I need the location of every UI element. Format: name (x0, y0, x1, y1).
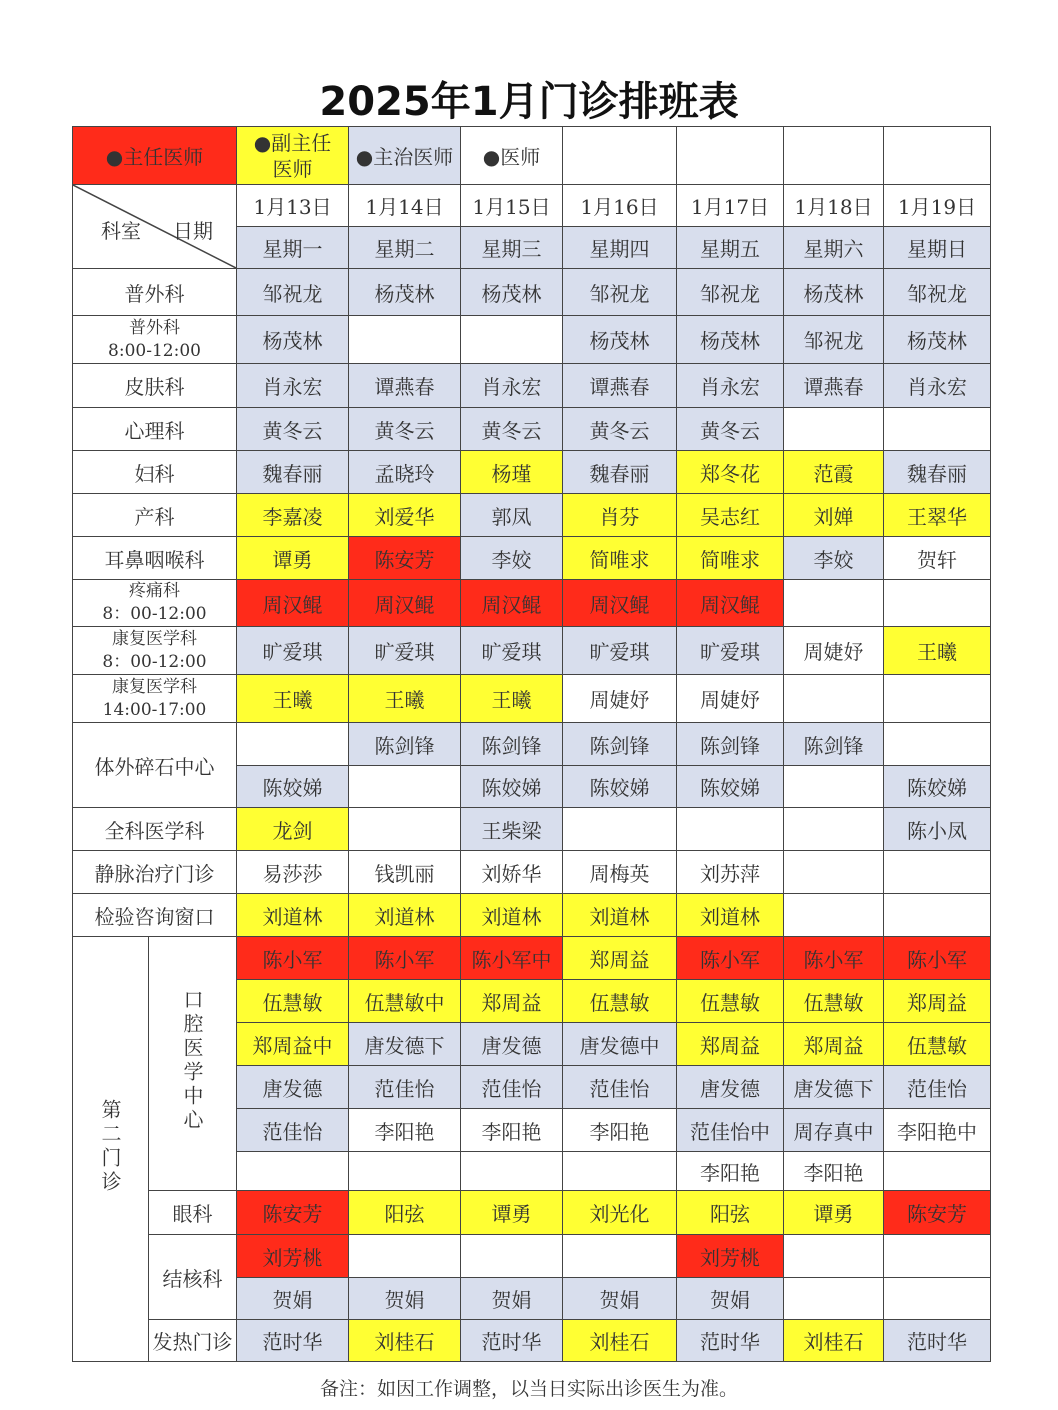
doctor-cell: 孟晓玲 (349, 451, 461, 494)
doctor-cell: 李阳艳 (349, 1109, 461, 1152)
date-cell: 1月17日 (677, 185, 784, 227)
date-cell: 1月15日 (461, 185, 563, 227)
doctor-cell: 李阳艳 (677, 1152, 784, 1191)
doctor-cell: 杨瑾 (461, 451, 563, 494)
dept-name: 康复医学科 (112, 628, 197, 649)
dept-pain (73, 580, 237, 627)
doctor-cell (784, 808, 884, 851)
dept-ophthalmology: 眼科 (149, 1191, 237, 1235)
doctor-cell: 周婕妤 (677, 675, 784, 723)
doctor-cell: 陈小凤 (884, 808, 991, 851)
doctor-cell: 郑冬花 (677, 451, 784, 494)
schedule-table (72, 126, 991, 1362)
dept-second-clinic (73, 937, 149, 1362)
dept-iv-therapy: 静脉治疗门诊 (73, 851, 237, 894)
doctor-cell: 刘道林 (563, 894, 677, 937)
doctor-cell: 刘桂石 (563, 1320, 677, 1362)
doctor-cell: 范佳怡 (884, 1066, 991, 1109)
doctor-cell: 范佳怡 (349, 1066, 461, 1109)
dept-tuberculosis: 结核科 (149, 1235, 237, 1320)
doctor-cell: 陈小军 (237, 937, 349, 980)
doctor-cell: 刘婵 (784, 494, 884, 537)
doctor-cell: 刘桂石 (784, 1320, 884, 1362)
doctor-cell: 杨茂林 (563, 316, 677, 364)
doctor-cell: 唐发德中 (563, 1023, 677, 1066)
dept-name: 康复医学科 (112, 676, 197, 697)
doctor-cell: 刘芳桃 (237, 1235, 349, 1278)
doctor-cell: 周婕妤 (784, 627, 884, 675)
doctor-cell (884, 675, 991, 723)
weekday-cell: 星期一 (237, 227, 349, 269)
doctor-cell (784, 1235, 884, 1278)
doctor-cell: 郑周益中 (237, 1023, 349, 1066)
doctor-cell: 肖永宏 (237, 364, 349, 408)
dept-hours: 8：00-12:00 (102, 651, 207, 672)
doctor-cell (884, 408, 991, 451)
doctor-cell: 杨茂林 (349, 269, 461, 316)
doctor-cell: 李阳艳中 (884, 1109, 991, 1152)
doctor-cell: 魏春丽 (563, 451, 677, 494)
doctor-cell: 黄冬云 (349, 408, 461, 451)
doctor-cell: 伍慧敏 (563, 980, 677, 1023)
header-corner (73, 185, 237, 269)
doctor-cell (349, 316, 461, 364)
doctor-cell (784, 1278, 884, 1320)
doctor-cell: 陈剑锋 (349, 723, 461, 766)
doctor-cell (784, 766, 884, 808)
doctor-cell: 李阳艳 (461, 1109, 563, 1152)
doctor-cell: 陈剑锋 (563, 723, 677, 766)
doctor-cell (461, 1152, 563, 1191)
doctor-cell: 范时华 (884, 1320, 991, 1362)
doctor-cell: 伍慧敏 (237, 980, 349, 1023)
doctor-cell: 简唯求 (677, 537, 784, 580)
doctor-cell: 郑周益 (461, 980, 563, 1023)
doctor-cell: 贺娟 (563, 1278, 677, 1320)
doctor-cell: 易莎莎 (237, 851, 349, 894)
legend-associate-line2: 医师 (272, 156, 313, 181)
doctor-cell: 阳弦 (349, 1191, 461, 1235)
doctor-cell (563, 1235, 677, 1278)
footnote: 备注：如因工作调整，以当日实际出诊医生为准。 (319, 1378, 738, 1400)
doctor-cell: 黄冬云 (677, 408, 784, 451)
doctor-cell: 肖芬 (563, 494, 677, 537)
doctor-cell: 陈安芳 (349, 537, 461, 580)
header-date-label: 日期 (173, 219, 213, 243)
doctor-cell: 伍慧敏中 (349, 980, 461, 1023)
doctor-cell: 郑周益 (784, 1023, 884, 1066)
doctor-cell: 黄冬云 (461, 408, 563, 451)
doctor-cell: 范时华 (677, 1320, 784, 1362)
doctor-cell (349, 1152, 461, 1191)
doctor-cell: 陈小军 (784, 937, 884, 980)
doctor-cell: 王曦 (884, 627, 991, 675)
doctor-cell: 刘道林 (237, 894, 349, 937)
dept-fever: 发热门诊 (149, 1320, 237, 1362)
doctor-cell: 魏春丽 (884, 451, 991, 494)
doctor-cell (563, 1152, 677, 1191)
doctor-cell: 旷爱琪 (677, 627, 784, 675)
doctor-cell: 谭燕春 (784, 364, 884, 408)
doctor-cell: 杨茂林 (884, 316, 991, 364)
doctor-cell: 郑周益 (677, 1023, 784, 1066)
doctor-cell: 陈剑锋 (677, 723, 784, 766)
legend-chief: ●主任医师 (73, 127, 237, 185)
doctor-cell: 周汉鲲 (461, 580, 563, 627)
doctor-cell: 范佳怡 (563, 1066, 677, 1109)
doctor-cell: 刘桂石 (349, 1320, 461, 1362)
doctor-cell: 范佳怡 (237, 1109, 349, 1152)
weekday-cell: 星期二 (349, 227, 461, 269)
doctor-cell: 魏春丽 (237, 451, 349, 494)
doctor-cell: 周汉鲲 (563, 580, 677, 627)
doctor-cell (677, 808, 784, 851)
doctor-cell: 范佳怡 (461, 1066, 563, 1109)
doctor-cell: 王曦 (349, 675, 461, 723)
doctor-cell: 王翠华 (884, 494, 991, 537)
doctor-cell: 伍慧敏 (784, 980, 884, 1023)
doctor-cell (884, 1235, 991, 1278)
doctor-cell: 陈姣娣 (563, 766, 677, 808)
doctor-cell: 周汉鲲 (677, 580, 784, 627)
date-cell: 1月16日 (563, 185, 677, 227)
doctor-cell (784, 675, 884, 723)
doctor-cell: 杨茂林 (784, 269, 884, 316)
doctor-cell: 刘娇华 (461, 851, 563, 894)
doctor-cell (563, 808, 677, 851)
dept-lab-consult: 检验咨询窗口 (73, 894, 237, 937)
doctor-cell (461, 1235, 563, 1278)
doctor-cell: 简唯求 (563, 537, 677, 580)
doctor-cell: 王曦 (461, 675, 563, 723)
doctor-cell: 邹祝龙 (677, 269, 784, 316)
legend-associate (237, 127, 349, 185)
doctor-cell (349, 808, 461, 851)
dept-general-surgery: 普外科 (73, 269, 237, 316)
date-cell: 1月14日 (349, 185, 461, 227)
doctor-cell: 吴志红 (677, 494, 784, 537)
doctor-cell (237, 1152, 349, 1191)
legend-physician: ●医师 (461, 127, 563, 185)
doctor-cell: 贺轩 (884, 537, 991, 580)
doctor-cell (884, 894, 991, 937)
doctor-cell: 谭勇 (461, 1191, 563, 1235)
header-dept-label: 科室 (101, 219, 141, 243)
doctor-cell: 钱凯丽 (349, 851, 461, 894)
doctor-cell: 刘道林 (677, 894, 784, 937)
doctor-cell: 范霞 (784, 451, 884, 494)
doctor-cell: 周婕妤 (563, 675, 677, 723)
weekday-cell: 星期五 (677, 227, 784, 269)
doctor-cell: 李姣 (784, 537, 884, 580)
doctor-cell (884, 1278, 991, 1320)
doctor-cell: 范佳怡中 (677, 1109, 784, 1152)
doctor-cell: 陈姣娣 (237, 766, 349, 808)
doctor-cell (884, 1152, 991, 1191)
doctor-cell: 李姣 (461, 537, 563, 580)
doctor-cell (349, 1235, 461, 1278)
doctor-cell: 王柴梁 (461, 808, 563, 851)
doctor-cell: 旷爱琪 (461, 627, 563, 675)
dept-dermatology: 皮肤科 (73, 364, 237, 408)
doctor-cell: 周汉鲲 (349, 580, 461, 627)
doctor-cell: 刘芳桃 (677, 1235, 784, 1278)
doctor-cell: 陈小军 (677, 937, 784, 980)
doctor-cell: 唐发德 (237, 1066, 349, 1109)
doctor-cell (884, 723, 991, 766)
dept-psychology: 心理科 (73, 408, 237, 451)
doctor-cell: 唐发德 (677, 1066, 784, 1109)
doctor-cell: 龙剑 (237, 808, 349, 851)
doctor-cell: 黄冬云 (563, 408, 677, 451)
dept-general-practice: 全科医学科 (73, 808, 237, 851)
doctor-cell: 陈姣娣 (884, 766, 991, 808)
date-cell: 1月18日 (784, 185, 884, 227)
doctor-cell (461, 316, 563, 364)
doctor-cell (237, 723, 349, 766)
doctor-cell: 杨茂林 (461, 269, 563, 316)
doctor-cell: 杨茂林 (237, 316, 349, 364)
doctor-cell: 唐发德 (461, 1023, 563, 1066)
legend-associate-line1: ●副主任 (253, 130, 332, 155)
doctor-cell: 王曦 (237, 675, 349, 723)
date-cell: 1月19日 (884, 185, 991, 227)
dept-name: 普外科 (129, 317, 180, 338)
dept-general-surgery-am (73, 316, 237, 364)
doctor-cell: 刘爱华 (349, 494, 461, 537)
doctor-cell: 陈剑锋 (461, 723, 563, 766)
doctor-cell: 伍慧敏 (884, 1023, 991, 1066)
dept-ent: 耳鼻咽喉科 (73, 537, 237, 580)
doctor-cell (784, 580, 884, 627)
doctor-cell: 贺娟 (461, 1278, 563, 1320)
doctor-cell: 刘苏萍 (677, 851, 784, 894)
doctor-cell: 陈小军 (349, 937, 461, 980)
doctor-cell: 陈剑锋 (784, 723, 884, 766)
doctor-cell (784, 851, 884, 894)
doctor-cell: 伍慧敏 (677, 980, 784, 1023)
doctor-cell: 刘道林 (461, 894, 563, 937)
doctor-cell: 陈小军中 (461, 937, 563, 980)
doctor-cell: 李嘉凌 (237, 494, 349, 537)
doctor-cell: 邹祝龙 (563, 269, 677, 316)
doctor-cell (884, 851, 991, 894)
doctor-cell: 陈姣娣 (677, 766, 784, 808)
page-title: 2025年1月门诊排班表 (319, 79, 739, 125)
doctor-cell: 谭燕春 (349, 364, 461, 408)
doctor-cell: 唐发德下 (784, 1066, 884, 1109)
weekday-cell: 星期三 (461, 227, 563, 269)
doctor-cell: 周存真中 (784, 1109, 884, 1152)
doctor-cell (349, 766, 461, 808)
doctor-cell: 陈安芳 (237, 1191, 349, 1235)
doctor-cell: 阳弦 (677, 1191, 784, 1235)
stomatology-label: 口腔医学中心 (180, 989, 204, 1133)
weekday-cell: 星期日 (884, 227, 991, 269)
doctor-cell: 范时华 (237, 1320, 349, 1362)
doctor-cell: 李阳艳 (563, 1109, 677, 1152)
doctor-cell (784, 408, 884, 451)
doctor-cell: 刘道林 (349, 894, 461, 937)
doctor-cell: 刘光化 (563, 1191, 677, 1235)
dept-rehab-am (73, 627, 237, 675)
doctor-cell: 郭凤 (461, 494, 563, 537)
doctor-cell: 谭勇 (784, 1191, 884, 1235)
second-clinic-label: 第二门诊 (98, 1098, 122, 1195)
dept-stomatology (149, 937, 237, 1191)
doctor-cell: 贺娟 (677, 1278, 784, 1320)
doctor-cell (784, 894, 884, 937)
doctor-cell: 范时华 (461, 1320, 563, 1362)
doctor-cell: 陈小军 (884, 937, 991, 980)
dept-hours: 14:00-17:00 (102, 699, 207, 720)
dept-gynecology: 妇科 (73, 451, 237, 494)
doctor-cell: 谭勇 (237, 537, 349, 580)
doctor-cell: 谭燕春 (563, 364, 677, 408)
dept-rehab-pm (73, 675, 237, 723)
doctor-cell: 旷爱琪 (349, 627, 461, 675)
doctor-cell: 陈安芳 (884, 1191, 991, 1235)
doctor-cell: 邹祝龙 (237, 269, 349, 316)
doctor-cell: 贺娟 (237, 1278, 349, 1320)
doctor-cell: 郑周益 (884, 980, 991, 1023)
doctor-cell: 肖永宏 (461, 364, 563, 408)
doctor-cell: 黄冬云 (237, 408, 349, 451)
date-cell: 1月13日 (237, 185, 349, 227)
legend-attending: ●主治医师 (349, 127, 461, 185)
doctor-cell: 周梅英 (563, 851, 677, 894)
doctor-cell: 贺娟 (349, 1278, 461, 1320)
doctor-cell: 周汉鲲 (237, 580, 349, 627)
dept-obstetrics: 产科 (73, 494, 237, 537)
dept-name: 疼痛科 (129, 581, 180, 601)
doctor-cell: 肖永宏 (677, 364, 784, 408)
weekday-cell: 星期四 (563, 227, 677, 269)
doctor-cell: 邹祝龙 (884, 269, 991, 316)
dept-hours: 8:00-12:00 (108, 340, 201, 361)
doctor-cell (884, 580, 991, 627)
doctor-cell: 杨茂林 (677, 316, 784, 364)
doctor-cell: 唐发德下 (349, 1023, 461, 1066)
doctor-cell: 肖永宏 (884, 364, 991, 408)
dept-hours: 8：00-12:00 (102, 604, 207, 624)
weekday-cell: 星期六 (784, 227, 884, 269)
doctor-cell: 旷爱琪 (237, 627, 349, 675)
doctor-cell: 李阳艳 (784, 1152, 884, 1191)
doctor-cell: 陈姣娣 (461, 766, 563, 808)
dept-lithotripsy: 体外碎石中心 (73, 723, 237, 808)
doctor-cell: 邹祝龙 (784, 316, 884, 364)
doctor-cell: 郑周益 (563, 937, 677, 980)
doctor-cell: 旷爱琪 (563, 627, 677, 675)
